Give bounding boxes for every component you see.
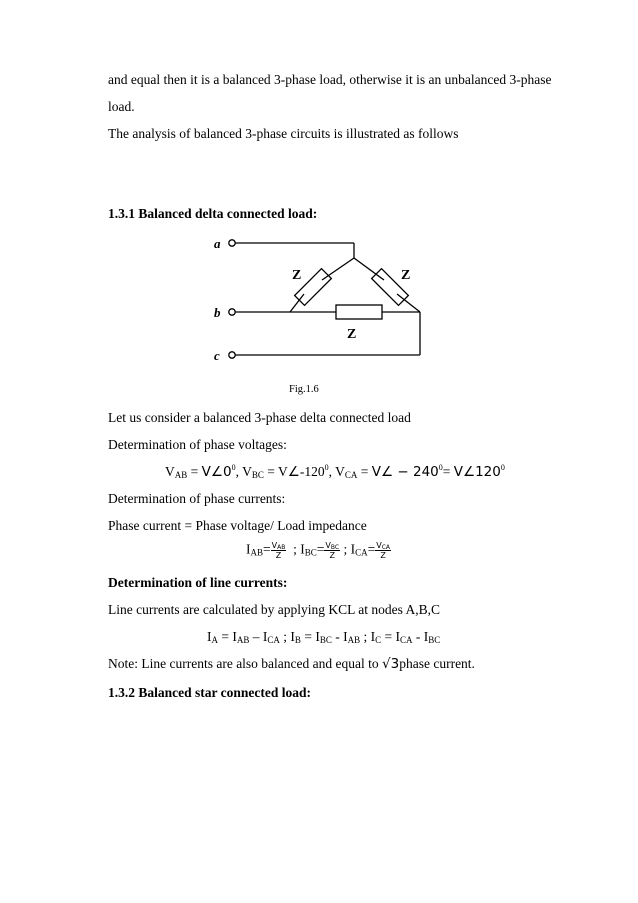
terminal-a-node [229, 240, 235, 246]
impedance-bottom-label: Z [347, 327, 357, 342]
sqrt-3-symbol: √3 [382, 656, 400, 672]
phase-voltage-equation: $V_{AB}$ = $V\angle 0^0$, $V_{BC}$ = $V\angle-120^0$, $V_{CA}$ = V∠ − $240^0=$ $V\angle 120^0$ [165, 463, 505, 480]
paragraph-line: Let us consider a balanced 3-phase delta connected load [108, 410, 411, 425]
figure-caption: Fig.1.6 [289, 384, 319, 395]
note-line: Note: Line currents are also balanced and equal to √3phase current. [108, 656, 475, 672]
section-heading: 1.3.2 Balanced star connected load: [108, 685, 311, 700]
terminal-b-node [229, 309, 235, 315]
terminal-c-label: c [214, 348, 220, 363]
paragraph-line: load. [108, 99, 135, 114]
paragraph-line: Determination of phase voltages: [108, 437, 287, 452]
phase-current-equation: $I_{AB}=$ $\frac{V_{AB}}{Z}$ ; $I_{BC}=$ $\frac{V_{BC}}{Z}$ ; $I_{CA}=$ $\frac{V_{CA}}{Z}$ [246, 541, 391, 560]
paragraph-line: and equal then it is a balanced 3-phase load, otherwise it is an unbalanced 3-phase [108, 72, 552, 87]
impedance-bottom [336, 305, 382, 319]
delta-load-circuit-diagram [200, 232, 440, 372]
terminal-b-label: b [214, 305, 221, 320]
section-heading: 1.3.1 Balanced delta connected load: [108, 206, 318, 221]
paragraph-line: Line currents are calculated by applying KCL at nodes A,B,C [108, 602, 441, 617]
impedance-left-label: Z [292, 268, 302, 283]
terminal-c-node [229, 352, 235, 358]
line-current-equation: $I_A = I_{AB} - I_{CA}$ ; $I_B = I_{BC} - I_{AB}$ ; $I_C = I_{CA} - I_{BC}$ [207, 629, 441, 645]
terminal-a-label: a [214, 236, 221, 251]
impedance-right-label: Z [401, 268, 411, 283]
paragraph-line: Phase current = Phase voltage/ Load impedance [108, 518, 367, 533]
paragraph-line: The analysis of balanced 3-phase circuits is illustrated as follows [108, 126, 459, 141]
paragraph-line: Determination of phase currents: [108, 491, 286, 506]
subsection-heading: Determination of line currents: [108, 575, 288, 590]
